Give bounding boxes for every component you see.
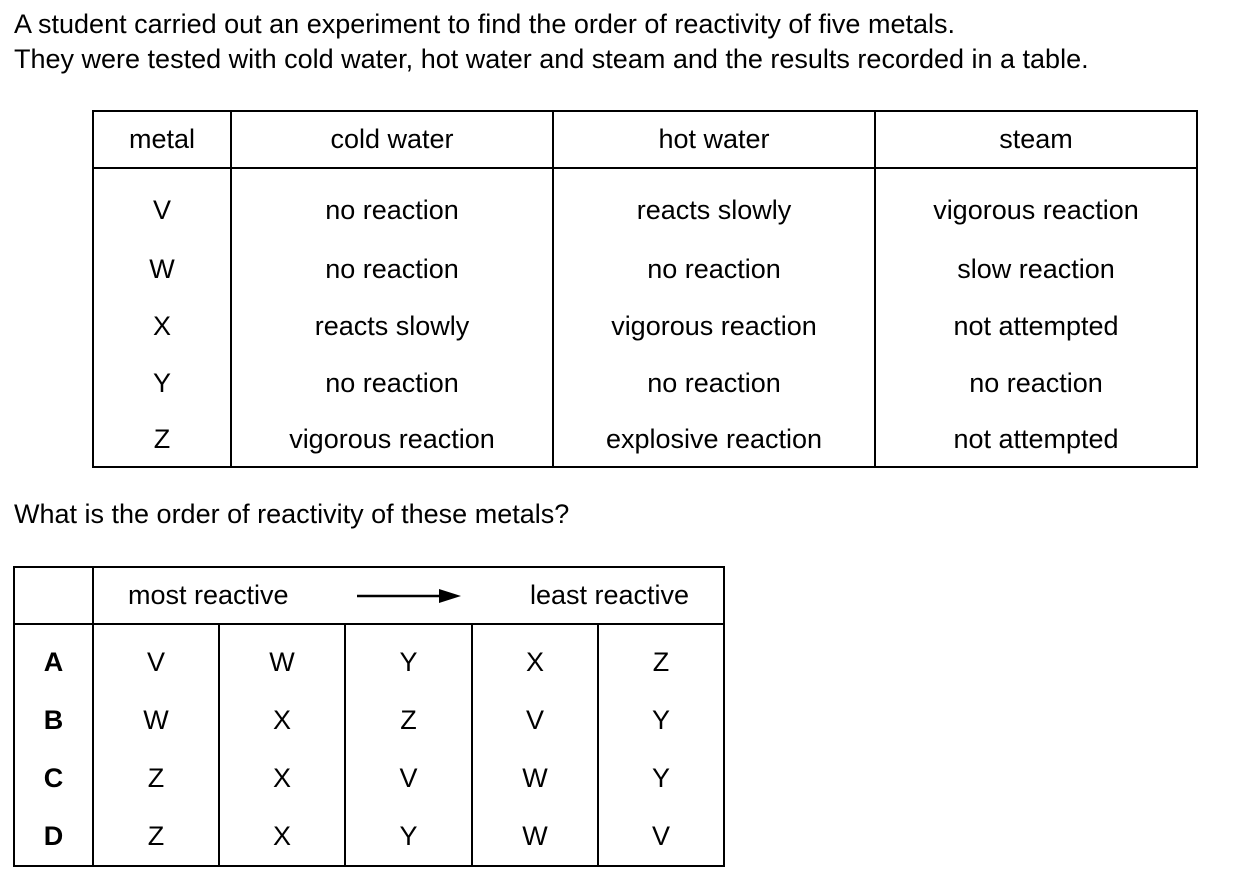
option-row-d: [14, 807, 724, 866]
option-letter: D: [14, 807, 93, 866]
results-table: [92, 110, 1198, 468]
options-header-row: [14, 567, 724, 624]
options-table: [13, 566, 725, 867]
most-reactive-label: most reactive: [128, 580, 289, 610]
option-letter: B: [14, 691, 93, 749]
steam-cell: not attempted: [875, 412, 1197, 467]
order-cell: Y: [598, 749, 724, 807]
results-header-row: [93, 111, 1197, 168]
intro-line-2: They were tested with cold water, hot water and steam and the results recorded in a table.: [14, 44, 1089, 74]
header-steam: steam: [875, 111, 1197, 168]
metal-cell: X: [93, 298, 231, 355]
order-cell: V: [598, 807, 724, 866]
option-letter: C: [14, 749, 93, 807]
order-cell: W: [472, 807, 598, 866]
hot-water-cell: explosive reaction: [553, 412, 875, 467]
options-corner-cell: [14, 567, 93, 624]
table-row: [93, 355, 1197, 412]
metal-cell: V: [93, 168, 231, 241]
option-letter: A: [14, 624, 93, 691]
order-cell: X: [219, 749, 345, 807]
cold-water-cell: no reaction: [231, 355, 553, 412]
order-cell: X: [472, 624, 598, 691]
hot-water-cell: no reaction: [553, 355, 875, 412]
table-row: [93, 298, 1197, 355]
header-cold-water: cold water: [231, 111, 553, 168]
option-row-c: [14, 749, 724, 807]
order-cell: Z: [93, 807, 219, 866]
metal-cell: Y: [93, 355, 231, 412]
option-row-a: [14, 624, 724, 691]
order-cell: V: [93, 624, 219, 691]
hot-water-cell: no reaction: [553, 241, 875, 298]
order-cell: V: [345, 749, 472, 807]
least-reactive-label: least reactive: [529, 580, 690, 610]
option-row-b: [14, 691, 724, 749]
order-cell: Y: [345, 624, 472, 691]
order-cell: Z: [345, 691, 472, 749]
order-cell: Y: [598, 691, 724, 749]
table-row: [93, 241, 1197, 298]
right-arrow-icon: [357, 586, 461, 606]
cold-water-cell: vigorous reaction: [231, 412, 553, 467]
header-metal: metal: [93, 111, 231, 168]
cold-water-cell: no reaction: [231, 168, 553, 241]
steam-cell: not attempted: [875, 298, 1197, 355]
cold-water-cell: reacts slowly: [231, 298, 553, 355]
order-cell: X: [219, 807, 345, 866]
order-cell: Z: [598, 624, 724, 691]
steam-cell: no reaction: [875, 355, 1197, 412]
steam-cell: vigorous reaction: [875, 168, 1197, 241]
table-row: [93, 168, 1197, 241]
metal-cell: W: [93, 241, 231, 298]
order-cell: W: [219, 624, 345, 691]
hot-water-cell: vigorous reaction: [553, 298, 875, 355]
order-cell: V: [472, 691, 598, 749]
metal-cell: Z: [93, 412, 231, 467]
header-hot-water: hot water: [553, 111, 875, 168]
intro-line-1: A student carried out an experiment to find the order of reactivity of five metals.: [14, 9, 955, 39]
order-cell: X: [219, 691, 345, 749]
table-row: [93, 412, 1197, 467]
cold-water-cell: no reaction: [231, 241, 553, 298]
steam-cell: slow reaction: [875, 241, 1197, 298]
order-cell: W: [472, 749, 598, 807]
order-cell: Z: [93, 749, 219, 807]
order-cell: Y: [345, 807, 472, 866]
reactivity-direction-header: [93, 567, 724, 624]
intro-text: [14, 7, 1089, 77]
order-cell: W: [93, 691, 219, 749]
hot-water-cell: reacts slowly: [553, 168, 875, 241]
question-text: What is the order of reactivity of these metals?: [14, 499, 570, 529]
